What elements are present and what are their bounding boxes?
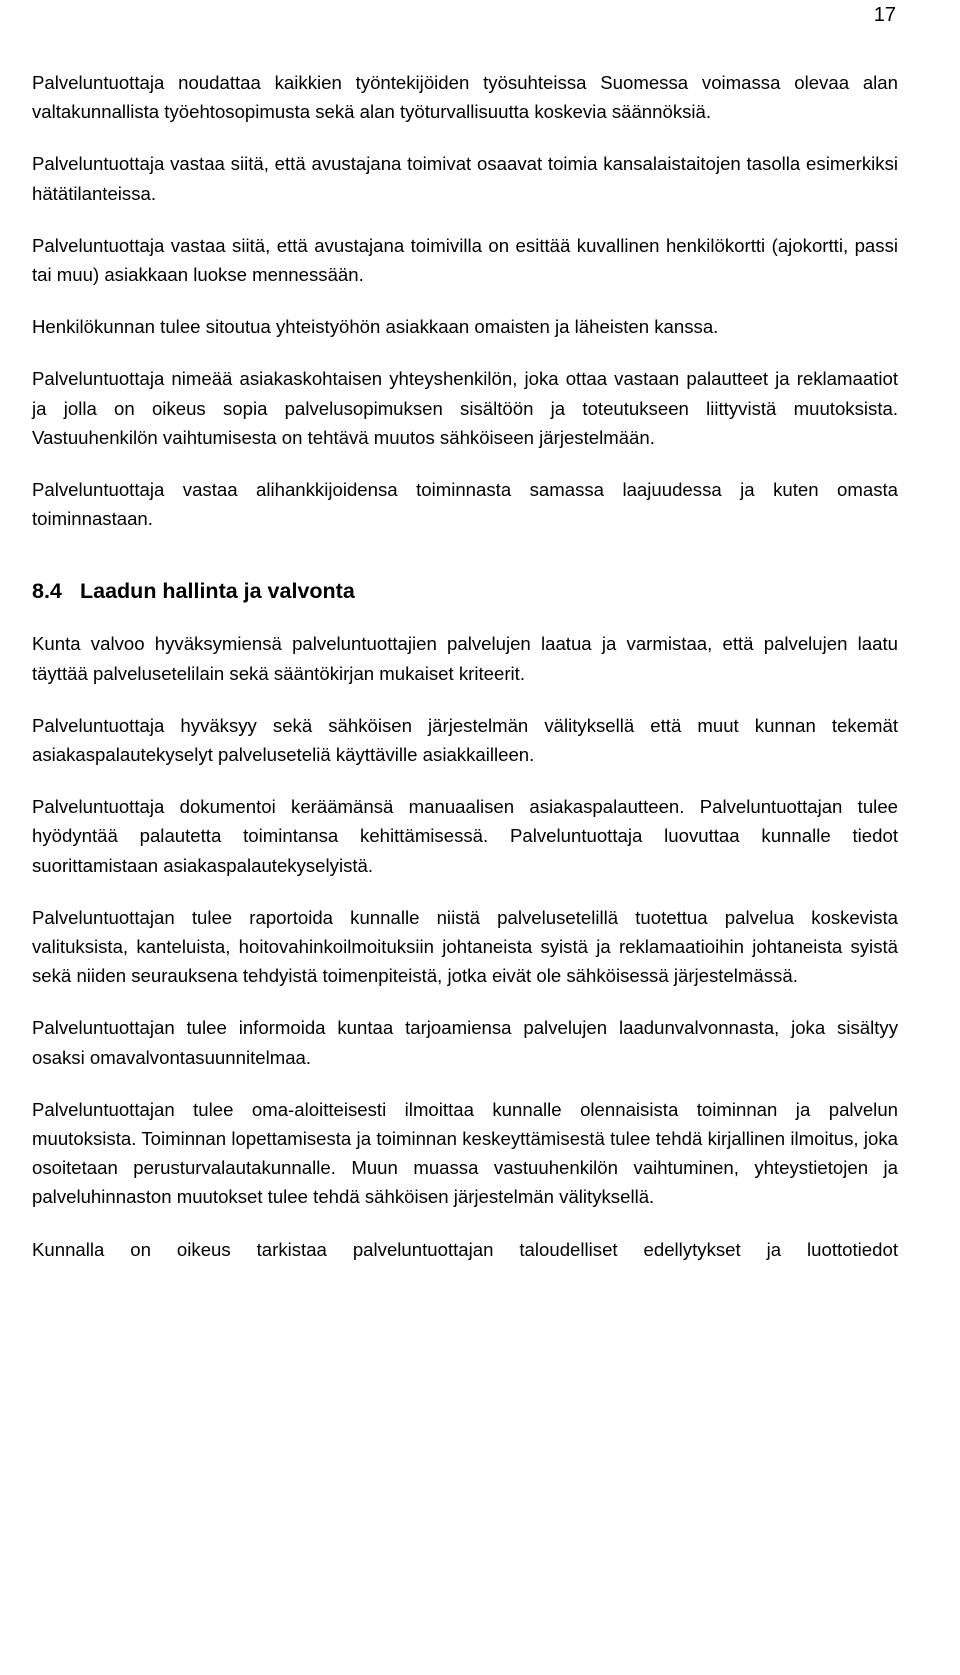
section-heading bbox=[32, 577, 898, 606]
paragraph: Palveluntuottaja hyväksyy sekä sähköisen järjestelmän välityksellä että muut kunnan tekemät asiakaspalautekyselyt palveluseteliä käyttäville asiakkailleen. bbox=[32, 714, 898, 766]
page-number: 17 bbox=[873, 4, 896, 26]
paragraph: Henkilökunnan tulee sitoutua yhteistyöhön asiakkaan omaisten ja läheisten kanssa. bbox=[32, 316, 719, 338]
paragraph: Palveluntuottaja dokumentoi keräämänsä manuaalisen asiakaspalautteen. Palveluntuottajan tulee hyödyntää palautetta toimintansa kehittämisessä. Palveluntuottaja luovuttaa kunnalle tiedot suorittamistaan asiakaspalautekyselyistä. bbox=[32, 796, 898, 876]
document-body bbox=[32, 68, 898, 1287]
paragraph: Palveluntuottaja vastaa siitä, että avustajana toimivat osaavat toimia kansalaistaitojen tasolla esimerkiksi hätätilanteissa. bbox=[32, 153, 898, 204]
paragraph-continued: Kunnalla on oikeus tarkistaa palveluntuottajan taloudelliset edellytykset ja luottotiedot bbox=[32, 1238, 898, 1260]
section-title: Laadun hallinta ja valvonta bbox=[80, 579, 355, 604]
paragraph: Palveluntuottaja noudattaa kaikkien työntekijöiden työsuhteissa Suomessa voimassa olevaa alan valtakunnallista työehtosopimusta sekä alan työturvallisuutta koskevia säännöksiä. bbox=[32, 72, 898, 123]
paragraph: Palveluntuottaja nimeää asiakaskohtaisen yhteyshenkilön, joka ottaa vastaan palautteet ja reklamaatiot ja jolla on oikeus sopia palvelusopimuksen sisältöön ja toteutukseen liittyvistä muutoksista. Vastuuhenkilön vaihtumisesta on tehtävä muutos sähköiseen järjestelmään. bbox=[32, 368, 898, 448]
section-number: 8.4 bbox=[32, 579, 62, 604]
paragraph: Palveluntuottajan tulee oma-aloitteisesti ilmoittaa kunnalle olennaisista toiminnan ja palvelun muutoksista. Toiminnan lopettamisesta ja toiminnan keskeyttämisestä tulee tehdä kirjallinen ilmoitus, joka osoitetaan perusturvalautakunnalle. Muun muassa vastuuhenkilön vaihtuminen, yhteystietojen ja palveluhinnaston muutokset tulee tehdä sähköisen järjestelmän välityksellä. bbox=[32, 1098, 898, 1208]
paragraph: Palveluntuottajan tulee raportoida kunnalle niistä palvelusetelillä tuotettua palvelua koskevista valituksista, kanteluista, hoitovahinkoilmoituksiin johtaneista syistä ja reklamaatioihin johtaneista syistä sekä niiden seurauksena tehdyistä toimenpiteistä, jotka eivät ole sähköisessä järjestelmässä. bbox=[32, 906, 898, 987]
paragraph: Palveluntuottaja vastaa alihankkijoidensa toiminnasta samassa laajuudessa ja kuten omasta toiminnastaan. bbox=[32, 479, 898, 530]
paragraph: Palveluntuottajan tulee informoida kuntaa tarjoamiensa palvelujen laadunvalvonnasta, joka sisältyy osaksi omavalvontasuunnitelmaa. bbox=[32, 1017, 898, 1068]
paragraph: Kunta valvoo hyväksymiensä palveluntuottajien palvelujen laatua ja varmistaa, että palvelujen laatu täyttää palvelusetelilain sekä sääntökirjan mukaiset kriteerit. bbox=[32, 633, 898, 684]
paragraph: Palveluntuottaja vastaa siitä, että avustajana toimivilla on esittää kuvallinen henkilökortti (ajokortti, passi tai muu) asiakkaan luokse mennessään. bbox=[32, 234, 898, 286]
